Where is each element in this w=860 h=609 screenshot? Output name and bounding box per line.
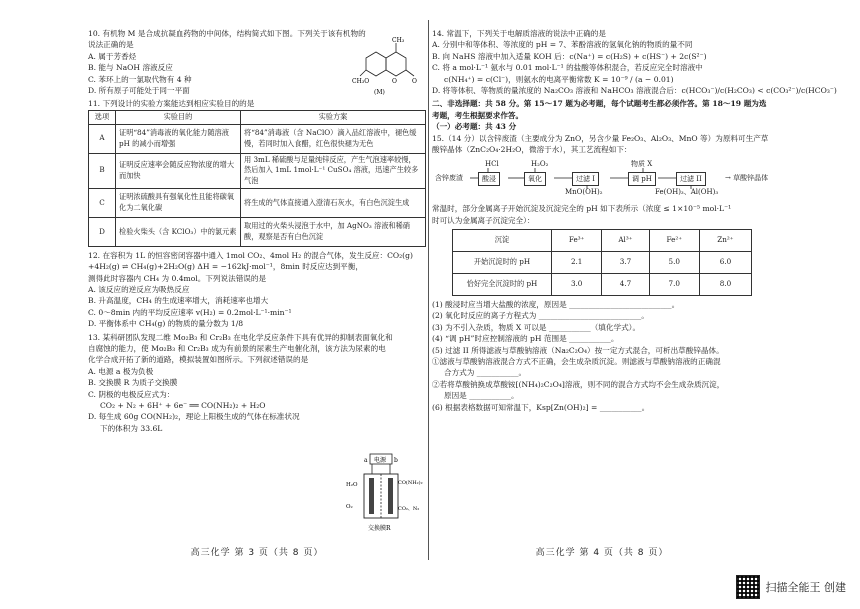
q13-equation: CO₂ + N₂ + 6H⁺ + 6e⁻ ══ CO(NH₂)₂ + H₂O [100,401,266,410]
flow-end: → 草酸锌晶体 [722,172,771,184]
table-header-row [453,230,752,252]
mol-och3-label: CH₃O [352,78,370,85]
flow-output: MnO(OH)₂ [562,186,606,198]
ph-table [452,229,752,296]
q14-line: c(NH₄⁺) = c(Cl⁻)，则氨水的电离平衡常数 K = 10⁻⁹ / (a − 0.01) [444,74,674,84]
table-header: Fe³⁺ [552,230,602,252]
table-cell: 将“84”消毒液（含 NaClO）滴入品红溶液中，褪色缓慢，若同时加入食醋，红色很快褪为无色 [241,124,426,153]
table-row [89,153,426,188]
flow-input: HCl [482,158,502,170]
flow-input: 物质 X [628,158,655,170]
table-header: 实验目的 [116,110,241,124]
page-footer: 高三化学 第 3 页（共 8 页） [190,547,324,558]
table-row [89,217,426,246]
flow-step: 氧化 [524,172,546,186]
table-row [453,252,752,274]
q15-line: 常温时，部分金属离子开始沉淀及沉淀完全的 pH 如下表所示（浓度 ≤ 1×10⁻⁵ mol·L⁻¹ [432,204,732,214]
table-cell: 2.1 [552,252,602,274]
question-14 [432,0,837,96]
q12-option-c: C. 0～8min 内的平均反应速率 v(H₂) = 0.2mol·L⁻¹·min⁻¹ [88,307,292,317]
process-flow-diagram [432,158,772,200]
table-header: Zn²⁺ [699,230,751,252]
table-cell: 3.0 [552,274,602,296]
flow-step: 过滤 II [676,172,706,186]
qr-code-icon [736,575,760,599]
q15-line: 15.（14 分）以含锌废渣（主要成分为 ZnO，另含少量 Fe₂O₃、Al₂O₃、MnO 等）为原料可生产草 [432,133,769,143]
section-line: 考题，考生根据要求作答。 [432,110,524,120]
table-cell: 开始沉淀时的 pH [453,252,552,274]
q14-option-d: D. 将等体积、等物质的量浓度的 Na₂CO₃ 溶液和 NaHCO₃ 溶液混合后：c(HCO₃⁻)/c(H₂CO₃) < c(CO₃²⁻)/c(HCO₃⁻) [432,85,837,95]
q10-line: 10. 有机物 M 是合成抗凝血药物的中间体，结构简式如下图。下列关于该有机物的 [88,29,366,38]
q11-table [88,110,426,247]
q13-line: 自腐蚀的能力，使 Mo₂B₃ 和 Cr₂B₃ 成为有前景的尿素生产电催化剂，该方法为尿素的电 [88,344,386,354]
flow-step: 调 pH [628,172,656,186]
q13-line: 下的体积为 33.6L [100,423,163,433]
q15-sub-5-1-cont: 合方式为 ___________。 [444,368,527,378]
table-cell: 将生成的气体直接通入澄清石灰水，有白色沉淀生成 [241,188,426,217]
table-cell: A [89,124,116,153]
flow-start: 含锌废渣 [432,172,466,184]
q12-option-a: A. 该反应的逆反应为吸热反应 [88,285,190,295]
mol-label: (M) [374,89,385,96]
q15-line: 时可认为金属离子沉淀完全）： [432,215,535,225]
page-footer: 高三化学 第 4 页（共 8 页） [535,547,669,558]
q13-line: 13. 某科研团队发现二维 Mo₂B₃ 和 Cr₂B₃ 在电化学反应条件下具有优异的抑制表面氧化和 [88,332,393,342]
mol-ch3-label: CH₃ [392,37,405,44]
flow-input: H₂O₂ [528,158,551,170]
fig-o2-label: O₂ [346,504,353,510]
table-cell: 6.0 [699,252,751,274]
table-row [89,188,426,217]
table-cell: 3.7 [602,252,649,274]
q14-option-b: B. 向 NaHS 溶液中加入适量 KOH 后：c(Na⁺) = c(H₂S) + c(HS⁻) + 2c(S²⁻) [432,51,707,61]
section-2-header [432,98,772,132]
table-header: 选项 [89,110,116,124]
q12-line: +4H₂(g) ⇌ CH₄(g)+2H₂O(g) ΔH = −162kJ·mol⁻¹，8min 时反应达到平衡， [88,262,363,272]
table-cell: 7.0 [649,274,699,296]
q15-sub-6: (6) 根据表格数据可知常温下，Ksp[Zn(OH)₂] = ___________。 [432,402,650,412]
table-header: Fe²⁺ [649,230,699,252]
section-line: 二、非选择题：共 58 分。第 15～17 题为必考题，每个试题考生都必须作答。第 18～19 题为选 [432,99,767,109]
table-cell: 恰好完全沉淀时的 pH [453,274,552,296]
q10-option-c: C. 苯环上的一氯取代物有 4 种 [88,74,192,84]
electrolysis-cell-diagram [344,452,423,538]
q11-title: 11. 下列设计的实验方案能达到相应实验目的的是 [88,99,255,109]
question-13 [88,332,426,435]
section-line: （一）必考题：共 43 分 [432,122,517,132]
q13-option-a: A. 电源 a 极为负极 [88,366,154,376]
q15-sub-2: (2) 氧化时反应的离子方程式为 ___________________________。 [432,311,649,321]
q13-option-b: B. 交换膜 R 为质子交换膜 [88,378,178,388]
fig-power-label: 电源 [374,457,387,464]
q12-option-d: D. 平衡体系中 CH₄(g) 的物质的量分数为 1/8 [88,319,244,329]
table-cell: 8.0 [699,274,751,296]
table-header: 实验方案 [241,110,426,124]
fig-b-label: b [394,457,398,464]
table-cell: 4.7 [602,274,649,296]
svg-text:O: O [392,78,397,85]
flow-step: 酸浸 [478,172,500,186]
q13-option-d: D. 每生成 60g CO(NH₂)₂，理论上阳极生成的气体在标准状况 [88,412,300,422]
q12-line: 测得此时容器内 CH₄ 为 0.4mol。下列说法错误的是 [88,273,267,283]
table-cell: 取用过的火柴头浸泡于水中，加 AgNO₃ 溶液和稀硝酸，观察是否有白色沉淀 [241,217,426,246]
q13-option-c: C. 阴极的电极反应式为： [88,389,175,399]
table-cell: 用 3mL 稀硫酸与足量纯锌反应，产生气泡速率较慢，然后加入 1mL 1mol·L⁻¹ CuSO₄ 溶液，迅速产生较多气泡 [241,153,426,188]
table-cell: B [89,153,116,188]
q10-line: 说法正确的是 [88,40,134,50]
table-cell: C [89,188,116,217]
table-row [89,124,426,153]
watermark-text: 扫描全能王 创建 [765,581,846,594]
q13-line: 化学合成开拓了新的道路，模拟装置如图所示。下列叙述错误的是 [88,355,309,365]
table-row [453,274,752,296]
right-page [432,0,837,560]
table-header: Al³⁺ [602,230,649,252]
table-cell: 证明浓硫酸具有强氧化性且能将碳氧化为二氧化碳 [116,188,241,217]
q14-line: 14. 常温下，下列关于电解质溶液的说法中正确的是 [432,29,606,38]
q15-sub-4: (4) “调 pH”时应控制溶液的 pH 范围是 ___________。 [432,334,619,344]
svg-text:O: O [412,78,417,85]
table-cell: 证明“84”消毒液的氧化能力随溶液 pH 的减小而增强 [116,124,241,153]
molecule-m-structure [352,36,422,100]
flow-arrows [432,158,772,200]
q15-sub-5-2: ②若将草酸钠换成草酸铵[(NH₄)₂C₂O₄]溶液，则不同的混合方式均不会生成杂质沉淀， [432,379,725,389]
q15-sub-1: (1) 酸浸时应当增大盐酸的浓度，原因是 ___________________________。 [432,300,680,310]
question-12 [88,250,426,330]
left-page [88,0,426,560]
flow-step: 过滤 I [572,172,599,186]
q12-option-b: B. 升高温度，CH₄ 的生成速率增大，消耗速率也增大 [88,296,269,306]
q15-sub-5-1: ①滤液与草酸钠溶液混合方式不正确，会生成杂质沉淀。则滤液与草酸钠溶液的正确混 [432,357,721,367]
q14-option-a: A. 分别中和等体积、等浓度的 pH = 7、苯酚溶液的氢氧化钠的物质的量不同 [432,40,693,50]
fig-membrane-label: 交换膜R [368,525,391,532]
q14-option-c: C. 将 a mol·L⁻¹ 氨水与 0.01 mol·L⁻¹ 的盐酸等体积混合，若反应完全时溶液中 [432,63,703,73]
table-cell: 5.0 [649,252,699,274]
q12-line: 12. 在容积为 1L 的恒容密闭容器中通入 1mol CO₂、4mol H₂ 的混合气体，发生反应：CO₂(g) [88,250,413,260]
table-header: 沉淀 [453,230,552,252]
q10-option-b: B. 能与 NaOH 溶液反应 [88,63,173,73]
q15-sub-3: (3) 为不引入杂质，物质 X 可以是 ___________（填化学式）。 [432,322,641,332]
fig-h2o-label: H₂O [346,482,358,488]
table-cell: D [89,217,116,246]
q15-line: 酸锌晶体（ZnC₂O₄·2H₂O，微溶于水），其工艺流程如下： [432,144,632,154]
fig-co2n2-label: CO₂、N₂ [398,506,420,512]
q10-option-d: D. 所有原子可能处于同一平面 [88,85,190,95]
fig-a-label: a [364,457,368,464]
q10-option-a: A. 属于芳香烃 [88,51,137,61]
table-cell: 检验火柴头（含 KClO₃）中的氯元素 [116,217,241,246]
page-divider [428,20,429,560]
table-header-row [89,110,426,124]
fig-urea-label: CO(NH₂)₂ [398,480,423,486]
table-cell: 证明反应速率会随反应物浓度的增大而加快 [116,153,241,188]
q15-sub-5-2-cont: 原因是 ___________。 [444,391,519,401]
question-15 [432,133,772,413]
q15-sub-5: (5) 过滤 II 所得滤液与草酸钠溶液（Na₂C₂O₄）按一定方式混合，可析出草酸锌晶体。 [432,345,724,355]
flow-output: Fe(OH)₃、Al(OH)₃ [652,186,721,198]
scanner-watermark [736,575,847,599]
